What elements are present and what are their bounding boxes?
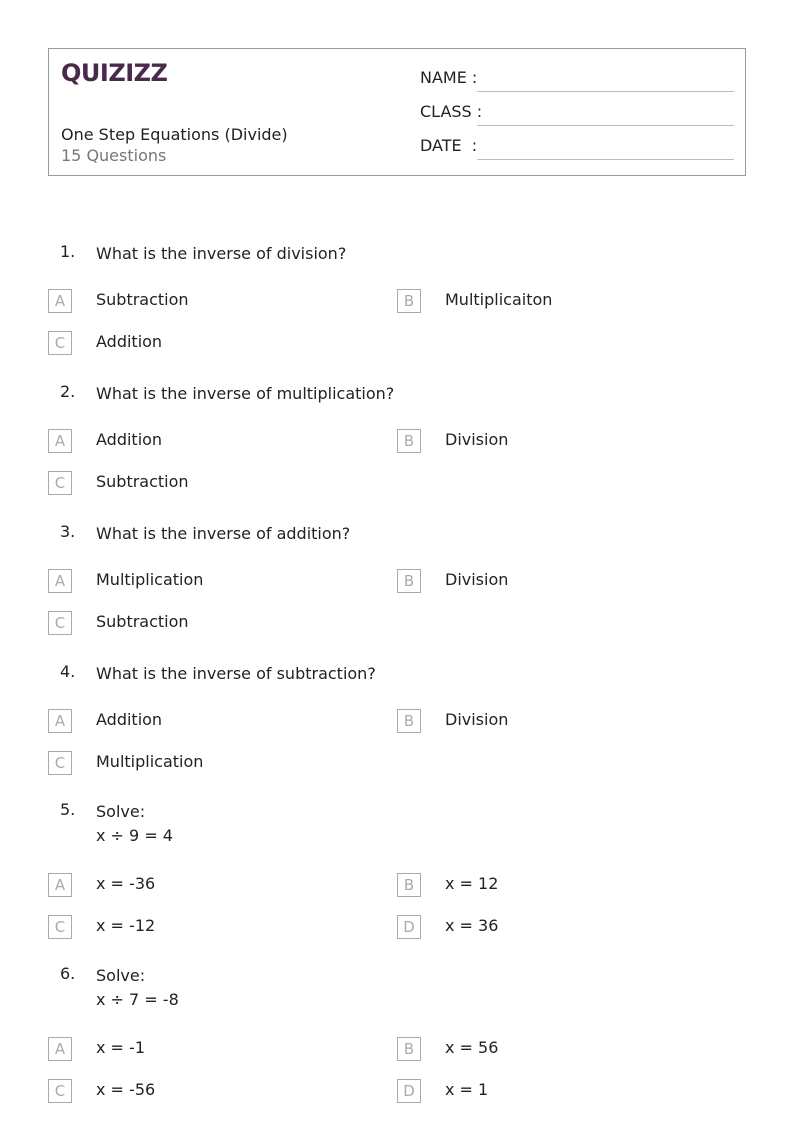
option-6b[interactable] [397,1037,697,1061]
option-text: Division [445,430,509,449]
option-letter: C [48,751,72,775]
option-letter: A [48,569,72,593]
class-line[interactable] [477,125,734,126]
option-text: x = -56 [96,1080,156,1099]
option-letter: A [48,1037,72,1061]
option-letter: B [397,1037,421,1061]
date-field[interactable] [420,136,734,160]
option-text: Addition [96,430,163,449]
name-label: NAME : [420,68,478,87]
option-text: x = 12 [445,874,499,893]
option-text: Multiplication [96,752,204,771]
question-number: 1. [60,242,76,261]
option-4c[interactable] [48,751,348,775]
class-field[interactable] [420,102,734,126]
option-text: x = -1 [96,1038,145,1057]
name-line[interactable] [477,91,734,92]
quizizz-logo: QUIZIZZ [61,59,168,87]
date-line[interactable] [477,159,734,160]
option-text: x = -36 [96,874,156,893]
option-text: x = 36 [445,916,499,935]
option-5a[interactable] [48,873,348,897]
option-letter: A [48,709,72,733]
option-letter: D [397,1079,421,1103]
option-letter: D [397,915,421,939]
option-text: Addition [96,332,163,351]
option-text: Division [445,570,509,589]
option-text: Subtraction [96,612,189,631]
worksheet-title: One Step Equations (Divide) [61,125,288,144]
question-number: 5. [60,800,76,819]
option-2a[interactable] [48,429,348,453]
question-number: 4. [60,662,76,681]
option-letter: B [397,429,421,453]
option-letter: C [48,1079,72,1103]
option-text: Subtraction [96,290,189,309]
option-text: Division [445,710,509,729]
name-field[interactable] [420,68,734,92]
class-label: CLASS : [420,102,483,121]
option-text: x = 56 [445,1038,499,1057]
option-3a[interactable] [48,569,348,593]
option-letter: B [397,873,421,897]
option-text: x = -12 [96,916,156,935]
option-6c[interactable] [48,1079,348,1103]
option-letter: C [48,471,72,495]
option-text: Addition [96,710,163,729]
option-text: Multiplicaiton [445,290,553,309]
worksheet-header [48,48,746,176]
question-number: 6. [60,964,76,983]
option-3b[interactable] [397,569,697,593]
option-letter: B [397,569,421,593]
question-number: 2. [60,382,76,401]
option-5c[interactable] [48,915,348,939]
option-6a[interactable] [48,1037,348,1061]
option-letter: C [48,611,72,635]
option-letter: B [397,289,421,313]
option-text: x = 1 [445,1080,489,1099]
option-1a[interactable] [48,289,348,313]
option-1b[interactable] [397,289,697,313]
option-letter: B [397,709,421,733]
question-text: What is the inverse of division? [96,244,347,263]
option-2c[interactable] [48,471,348,495]
option-5b[interactable] [397,873,697,897]
option-4a[interactable] [48,709,348,733]
question-number: 3. [60,522,76,541]
option-text: Multiplication [96,570,204,589]
question-text: What is the inverse of multiplication? [96,384,395,403]
date-label: DATE : [420,136,478,155]
option-letter: A [48,289,72,313]
option-1c[interactable] [48,331,348,355]
option-letter: C [48,331,72,355]
option-2b[interactable] [397,429,697,453]
option-letter: A [48,873,72,897]
option-letter: C [48,915,72,939]
option-text: Subtraction [96,472,189,491]
option-3c[interactable] [48,611,348,635]
question-text: What is the inverse of subtraction? [96,664,376,683]
question-text: What is the inverse of addition? [96,524,351,543]
option-letter: A [48,429,72,453]
question-count: 15 Questions [61,146,167,165]
option-6d[interactable] [397,1079,697,1103]
option-4b[interactable] [397,709,697,733]
option-5d[interactable] [397,915,697,939]
question-text: Solve: x ÷ 7 = -8 [96,966,179,1009]
question-text: Solve: x ÷ 9 = 4 [96,802,173,845]
